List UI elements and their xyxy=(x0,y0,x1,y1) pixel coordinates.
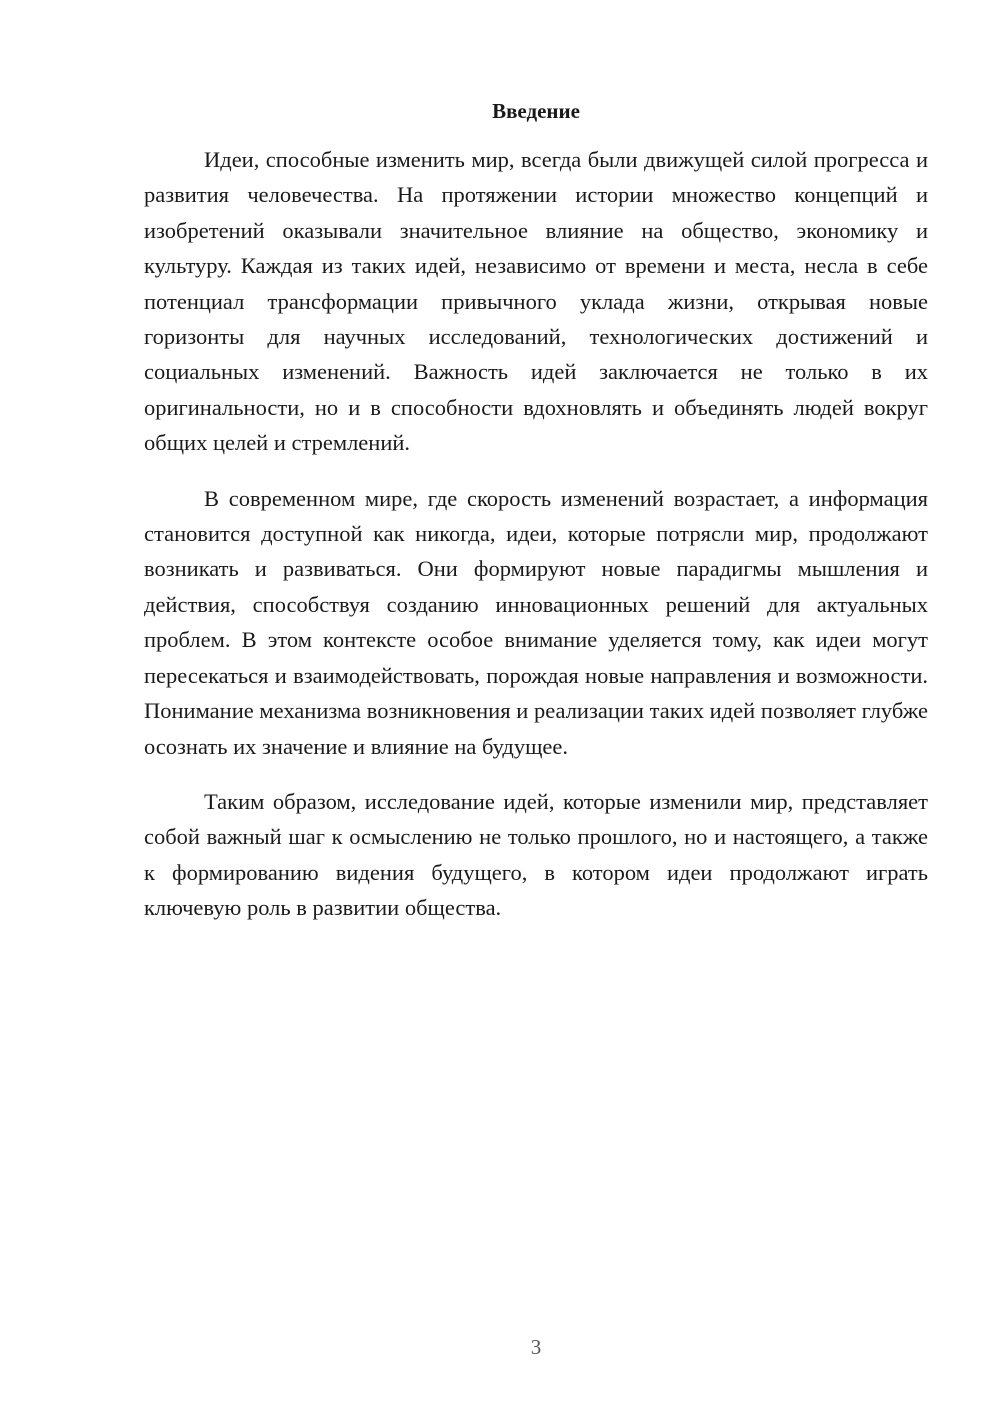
paragraph-1: Идеи, способные изменить мир, всегда были движущей силой прогресса и развития человечества. На протяжении истории множество концепций и изобретений оказывали значительное влияние на общество, экономику и культуру. Каждая из таких идей, независимо от времени и места, несла в себе потенциал трансформации привычного уклада жизни, открывая новые горизонты для научных исследований, технологических достижений и социальных изменений. Важность идей заключается не только в их оригинальности, но и в способности вдохновлять и объединять людей вокруг общих целей и стремлений. xyxy=(144,147,928,456)
paragraph-2: В современном мире, где скорость изменений возрастает, а информация становится доступной как никогда, идеи, которые потрясли мир, продолжают возникать и развиваться. Они формируют новые парадигмы мышления и действия, способствуя созданию инновационных решений для актуальных проблем. В этом контексте особое внимание уделяется тому, как идеи могут пересекаться и взаимодействовать, порождая новые направления и возможности. Понимание механизма возникновения и реализации таких идей позволяет глубже осознать их значение и влияние на будущее. xyxy=(144,485,928,759)
section-title: Введение xyxy=(492,99,580,123)
paragraph-3: Таким образом, исследование идей, которые изменили мир, представляет собой важный шаг к осмыслению не только прошлого, но и настоящего, а также к формированию видения будущего, в котором идеи продолжают играть ключевую роль в развитии общества. xyxy=(144,788,928,921)
body-text xyxy=(144,142,928,946)
page-number: 3 xyxy=(530,1335,542,1359)
